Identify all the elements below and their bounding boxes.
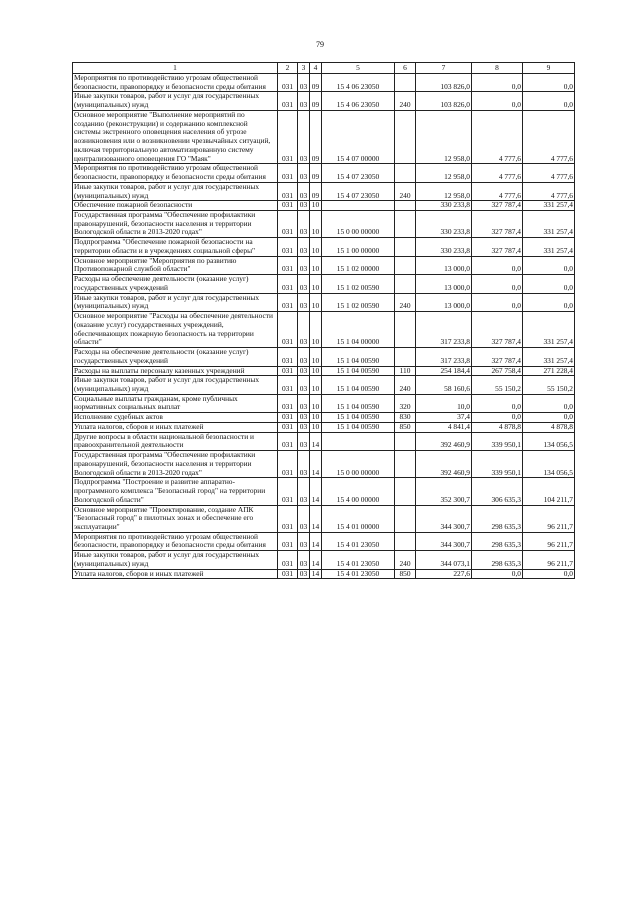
code-subsection: 09 [310,74,322,92]
table-row [73,256,575,274]
amount-col9: 331 257,4 [523,238,575,256]
header-cell: 3 [298,63,310,74]
code-subsection: 09 [310,182,322,200]
row-name: Обеспечение пожарной безопасности [73,201,278,211]
code-admin: 031 [278,164,298,182]
code-section: 03 [298,451,310,478]
amount-col7: 103 826,0 [416,74,472,92]
code-subsection: 14 [310,569,322,579]
code-section: 03 [298,201,310,211]
code-subsection: 10 [310,275,322,293]
code-admin: 031 [278,413,298,423]
header-cell: 8 [472,63,523,74]
code-target: 15 4 00 00000 [322,478,395,505]
code-admin: 031 [278,201,298,211]
amount-col9: 0,0 [523,569,575,579]
code-expense-type [395,275,416,293]
amount-col9: 134 056,5 [523,432,575,450]
code-target: 15 0 00 00000 [322,451,395,478]
code-section: 03 [298,413,310,423]
table-row [73,348,575,366]
amount-col8: 0,0 [472,569,523,579]
amount-col8: 298 635,3 [472,551,523,569]
amount-col8: 327 787,4 [472,211,523,238]
table-row [73,478,575,505]
code-admin: 031 [278,293,298,311]
amount-col7: 4 841,4 [416,422,472,432]
code-section: 03 [298,312,310,348]
code-admin: 031 [278,532,298,550]
code-target: 15 0 00 00000 [322,211,395,238]
code-subsection: 10 [310,348,322,366]
table-row [73,532,575,550]
amount-col9: 331 257,4 [523,201,575,211]
amount-col7: 254 184,4 [416,366,472,376]
table-row [73,275,575,293]
code-subsection: 14 [310,478,322,505]
amount-col7: 10,0 [416,394,472,412]
code-section: 03 [298,92,310,110]
row-name: Социальные выплаты гражданам, кроме публичных нормативных социальных выплат [73,394,278,412]
code-expense-type: 320 [395,394,416,412]
row-name: Мероприятия по противодействию угрозам общественной безопасности, правопорядку и безопасности среды обитания [73,164,278,182]
code-expense-type: 240 [395,182,416,200]
code-target: 15 1 04 00590 [322,348,395,366]
code-target: 15 1 04 00590 [322,413,395,423]
amount-col8: 4 777,6 [472,182,523,200]
amount-col8: 0,0 [472,293,523,311]
code-subsection: 10 [310,422,322,432]
code-target: 15 4 01 23050 [322,569,395,579]
row-name: Государственная программа "Обеспечение профилактики правонарушений, безопасности населения и территории Вологодской области в 2013-2020 годах" [73,451,278,478]
code-section: 03 [298,376,310,394]
amount-col8: 0,0 [472,256,523,274]
code-subsection: 14 [310,451,322,478]
row-name: Иные закупки товаров, работ и услуг для государственных (муниципальных) нужд [73,182,278,200]
code-admin: 031 [278,348,298,366]
code-section: 03 [298,348,310,366]
row-name: Мероприятия по противодействию угрозам общественной безопасности, правопорядку и безопасности среды обитания [73,74,278,92]
header-cell: 1 [73,63,278,74]
header-cell: 9 [523,63,575,74]
row-name: Расходы на выплаты персоналу казенных учреждений [73,366,278,376]
row-name: Государственная программа "Обеспечение профилактики правонарушений, безопасности населения и территории Вологодской области в 2013-2020 годах" [73,211,278,238]
code-admin: 031 [278,110,298,163]
amount-col7: 58 160,6 [416,376,472,394]
amount-col8: 0,0 [472,413,523,423]
row-name: Мероприятия по противодействию угрозам общественной безопасности, правопорядку и безопасности среды обитания [73,532,278,550]
amount-col9: 331 257,4 [523,312,575,348]
code-admin: 031 [278,256,298,274]
table-row [73,293,575,311]
code-expense-type [395,505,416,532]
amount-col9: 4 878,8 [523,422,575,432]
code-subsection: 10 [310,256,322,274]
amount-col8: 298 635,3 [472,532,523,550]
amount-col7: 330 233,8 [416,201,472,211]
amount-col8: 339 950,1 [472,432,523,450]
code-section: 03 [298,238,310,256]
table-header-row [73,63,575,74]
code-target [322,432,395,450]
code-section: 03 [298,432,310,450]
amount-col9: 0,0 [523,293,575,311]
amount-col8: 306 635,3 [472,478,523,505]
amount-col9: 4 777,6 [523,182,575,200]
amount-col8: 327 787,4 [472,312,523,348]
header-cell: 7 [416,63,472,74]
row-name: Иные закупки товаров, работ и услуг для государственных (муниципальных) нужд [73,551,278,569]
code-section: 03 [298,505,310,532]
amount-col7: 13 000,0 [416,256,472,274]
code-expense-type [395,432,416,450]
code-target: 15 4 06 23050 [322,92,395,110]
code-target: 15 4 06 23050 [322,74,395,92]
row-name: Иные закупки товаров, работ и услуг для государственных (муниципальных) нужд [73,92,278,110]
amount-col9: 0,0 [523,92,575,110]
code-section: 03 [298,293,310,311]
row-name: Основное мероприятие "Проектирование, создание АПК "Безопасный город" в пилотных зонах и обеспечение его эксплуатации" [73,505,278,532]
code-expense-type [395,348,416,366]
code-subsection: 10 [310,394,322,412]
code-section: 03 [298,394,310,412]
table-row [73,74,575,92]
amount-col8: 0,0 [472,92,523,110]
amount-col7: 330 233,8 [416,211,472,238]
amount-col8: 55 150,2 [472,376,523,394]
code-expense-type [395,74,416,92]
amount-col7: 227,6 [416,569,472,579]
code-expense-type [395,211,416,238]
code-subsection: 10 [310,201,322,211]
row-name: Расходы на обеспечение деятельности (оказание услуг) государственных учреждений [73,348,278,366]
row-name: Основное мероприятие "Мероприятия по развитию Противопожарной службой области" [73,256,278,274]
row-name: Исполнение судебных актов [73,413,278,423]
row-name: Другие вопросы в области национальной безопасности и правоохранительной деятельности [73,432,278,450]
code-section: 03 [298,422,310,432]
amount-col8: 0,0 [472,394,523,412]
code-admin: 031 [278,74,298,92]
code-subsection: 10 [310,413,322,423]
table-row [73,110,575,163]
amount-col7: 37,4 [416,413,472,423]
table-row [73,211,575,238]
amount-col9: 55 150,2 [523,376,575,394]
code-section: 03 [298,366,310,376]
row-name: Основное мероприятие "Расходы на обеспечение деятельности (оказание услуг) государственных учреждений, обеспечивающих пожарную безопасность на территории области" [73,312,278,348]
amount-col8: 0,0 [472,275,523,293]
table-row [73,451,575,478]
amount-col7: 13 000,0 [416,293,472,311]
header-cell: 2 [278,63,298,74]
budget-table [72,62,575,579]
code-section: 03 [298,551,310,569]
code-admin: 031 [278,182,298,200]
code-expense-type: 240 [395,92,416,110]
table-row [73,92,575,110]
code-subsection: 10 [310,293,322,311]
code-admin: 031 [278,422,298,432]
code-subsection: 14 [310,505,322,532]
amount-col9: 331 257,4 [523,348,575,366]
amount-col7: 317 233,8 [416,348,472,366]
code-subsection: 14 [310,532,322,550]
row-name: Подпрограмма "Обеспечение пожарной безопасности на территории области и в учреждениях социальной сферы" [73,238,278,256]
amount-col7: 103 826,0 [416,92,472,110]
code-expense-type [395,238,416,256]
code-expense-type [395,532,416,550]
code-admin: 031 [278,238,298,256]
amount-col9: 0,0 [523,275,575,293]
header-cell: 4 [310,63,322,74]
amount-col7: 392 460,9 [416,451,472,478]
code-section: 03 [298,211,310,238]
code-expense-type: 850 [395,422,416,432]
row-name: Расходы на обеспечение деятельности (оказание услуг) государственных учреждений [73,275,278,293]
code-subsection: 09 [310,92,322,110]
code-admin: 031 [278,366,298,376]
table-row [73,569,575,579]
amount-col9: 96 211,7 [523,532,575,550]
code-target: 15 4 01 23050 [322,551,395,569]
code-subsection: 10 [310,366,322,376]
row-name: Подпрограмма "Построение и развитие аппаратно-программного комплекса "Безопасный город" на территории Вологодской области" [73,478,278,505]
row-name: Основное мероприятие "Выполнение мероприятий по созданию (реконструкции) и содержанию комплексной системы экстренного оповещения населения об угрозе возникновения или о возникновении чрезвычайных ситуаций, включая территориальную автоматизированную систему централизованного оповещения ГО "Маяк" [73,110,278,163]
code-admin: 031 [278,376,298,394]
amount-col7: 317 233,8 [416,312,472,348]
amount-col7: 330 233,8 [416,238,472,256]
table-row [73,432,575,450]
code-expense-type: 240 [395,376,416,394]
code-target: 15 4 01 00000 [322,505,395,532]
code-section: 03 [298,275,310,293]
code-admin: 031 [278,505,298,532]
amount-col9: 0,0 [523,394,575,412]
code-subsection: 10 [310,376,322,394]
amount-col8: 327 787,4 [472,348,523,366]
table-row [73,312,575,348]
code-section: 03 [298,256,310,274]
header-cell: 5 [322,63,395,74]
amount-col7: 13 000,0 [416,275,472,293]
code-expense-type [395,312,416,348]
code-expense-type [395,478,416,505]
amount-col7: 12 958,0 [416,110,472,163]
table-row [73,413,575,423]
amount-col7: 392 460,9 [416,432,472,450]
code-expense-type: 850 [395,569,416,579]
code-section: 03 [298,110,310,163]
code-target: 15 4 07 23050 [322,164,395,182]
table-row [73,394,575,412]
row-name: Иные закупки товаров, работ и услуг для государственных (муниципальных) нужд [73,293,278,311]
code-target: 15 1 04 00590 [322,394,395,412]
amount-col9: 0,0 [523,256,575,274]
code-admin: 031 [278,211,298,238]
amount-col9: 96 211,7 [523,551,575,569]
amount-col9: 271 228,4 [523,366,575,376]
code-target: 15 1 04 00000 [322,312,395,348]
code-section: 03 [298,569,310,579]
code-admin: 031 [278,451,298,478]
code-admin: 031 [278,569,298,579]
code-subsection: 10 [310,238,322,256]
amount-col9: 134 056,5 [523,451,575,478]
amount-col7: 344 300,7 [416,505,472,532]
code-expense-type [395,110,416,163]
code-admin: 031 [278,394,298,412]
amount-col8: 327 787,4 [472,201,523,211]
row-name: Иные закупки товаров, работ и услуг для государственных (муниципальных) нужд [73,376,278,394]
code-subsection: 10 [310,211,322,238]
table-row [73,164,575,182]
table-row [73,551,575,569]
code-section: 03 [298,74,310,92]
code-target: 15 1 04 00590 [322,366,395,376]
code-admin: 031 [278,275,298,293]
table-row [73,238,575,256]
code-expense-type [395,201,416,211]
code-section: 03 [298,164,310,182]
header-cell: 6 [395,63,416,74]
code-target: 15 1 02 00000 [322,256,395,274]
code-subsection: 14 [310,432,322,450]
amount-col9: 96 211,7 [523,505,575,532]
code-target: 15 4 07 23050 [322,182,395,200]
code-subsection: 09 [310,110,322,163]
code-target: 15 4 07 00000 [322,110,395,163]
code-admin: 031 [278,478,298,505]
amount-col9: 4 777,6 [523,164,575,182]
code-expense-type [395,164,416,182]
code-expense-type: 110 [395,366,416,376]
code-subsection: 09 [310,164,322,182]
amount-col8: 327 787,4 [472,238,523,256]
code-target: 15 1 04 00590 [322,422,395,432]
row-name: Уплата налогов, сборов и иных платежей [73,569,278,579]
code-expense-type: 240 [395,551,416,569]
amount-col7: 12 958,0 [416,164,472,182]
code-target: 15 1 02 00590 [322,293,395,311]
code-section: 03 [298,532,310,550]
code-expense-type [395,256,416,274]
code-target: 15 1 04 00590 [322,376,395,394]
code-target: 15 4 01 23050 [322,532,395,550]
code-expense-type: 830 [395,413,416,423]
code-section: 03 [298,478,310,505]
amount-col9: 0,0 [523,413,575,423]
amount-col9: 104 211,7 [523,478,575,505]
amount-col8: 298 635,3 [472,505,523,532]
code-subsection: 14 [310,551,322,569]
code-target: 15 1 00 00000 [322,238,395,256]
code-target: 15 1 02 00590 [322,275,395,293]
amount-col7: 344 300,7 [416,532,472,550]
code-admin: 031 [278,312,298,348]
amount-col8: 4 777,6 [472,164,523,182]
amount-col9: 331 257,4 [523,211,575,238]
amount-col8: 4 777,6 [472,110,523,163]
amount-col8: 4 878,8 [472,422,523,432]
code-admin: 031 [278,551,298,569]
amount-col7: 352 300,7 [416,478,472,505]
amount-col7: 12 958,0 [416,182,472,200]
amount-col9: 4 777,6 [523,110,575,163]
row-name: Уплата налогов, сборов и иных платежей [73,422,278,432]
table-row [73,422,575,432]
amount-col8: 339 950,1 [472,451,523,478]
code-target [322,201,395,211]
amount-col7: 344 073,1 [416,551,472,569]
amount-col8: 267 758,4 [472,366,523,376]
code-subsection: 10 [310,312,322,348]
code-expense-type [395,451,416,478]
table-row [73,376,575,394]
code-section: 03 [298,182,310,200]
table-row [73,505,575,532]
amount-col9: 0,0 [523,74,575,92]
table-row [73,182,575,200]
code-expense-type: 240 [395,293,416,311]
code-admin: 031 [278,432,298,450]
amount-col8: 0,0 [472,74,523,92]
code-admin: 031 [278,92,298,110]
page-number: 79 [316,40,324,49]
